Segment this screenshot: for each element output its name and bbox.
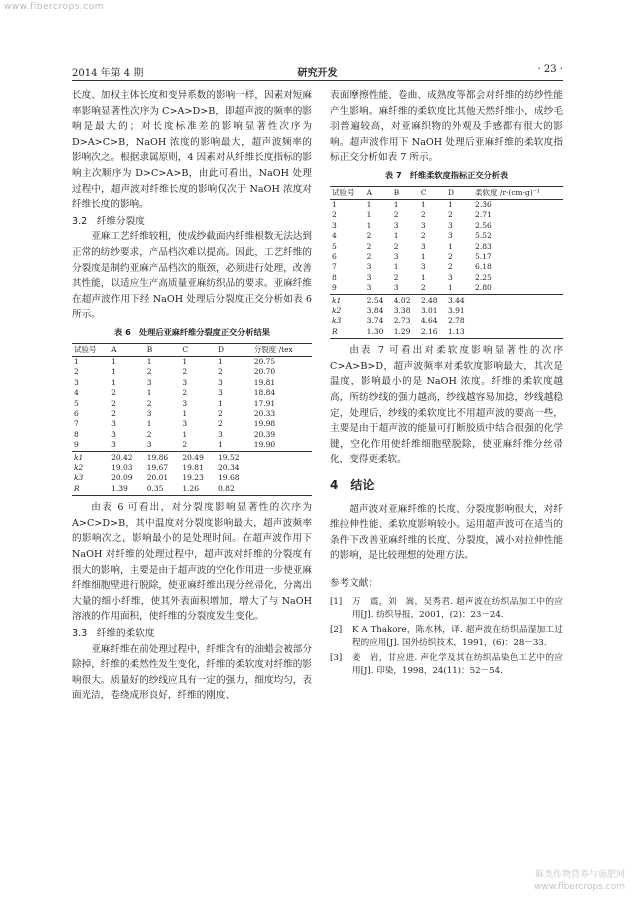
table-row <box>72 367 312 377</box>
table-cell: 20.34 <box>218 462 240 472</box>
table-row <box>330 221 563 231</box>
reference-item <box>330 652 563 678</box>
table-cell: 3 <box>146 377 152 387</box>
table-cell: k1 <box>330 294 365 306</box>
table-row <box>330 199 563 210</box>
table-cell: 2 <box>218 419 223 429</box>
table-cell: 3 <box>366 272 372 282</box>
watermark-bottom <box>534 869 625 893</box>
reference-text: K A Thakore，陈水林，译. 超声波在纺织品湿加工过程的应用[J]. 国外纺织技术，1991，(6)：28－33. <box>352 624 563 648</box>
reference-number: [3] <box>330 652 343 663</box>
table-cell: 2 <box>393 272 399 282</box>
table-cell: 2 <box>393 210 399 220</box>
table-cell: 1 <box>182 408 188 418</box>
table-cell: 19.52 <box>216 451 252 463</box>
table-cell: 2 <box>111 398 116 408</box>
table-cell: 2 <box>420 210 426 220</box>
table-cell: 2 <box>393 241 399 251</box>
table-cell: 2 <box>366 231 372 241</box>
table-cell <box>473 316 563 326</box>
table-cell: 2.16 <box>419 327 446 339</box>
table-cell: k2 <box>74 462 84 472</box>
table-cell: 19.81 <box>253 377 276 387</box>
table-cell: R <box>72 484 109 496</box>
table-cell: 3 <box>74 377 79 387</box>
table-cell: 1.39 <box>109 484 145 496</box>
table-cell: 2 <box>182 367 188 377</box>
table-cell: 3.84 <box>366 306 384 316</box>
table-cell: 0.35 <box>145 484 181 496</box>
table-cell: 1.29 <box>392 327 419 339</box>
table-cell: 2 <box>146 367 152 377</box>
table-cell <box>252 463 312 473</box>
table-cell <box>473 327 563 339</box>
table-cell: 1 <box>111 356 116 366</box>
table-cell: 0.82 <box>216 484 252 496</box>
table-cell: k3 <box>74 473 84 483</box>
table-cell: 2 <box>447 262 453 272</box>
reference-item <box>330 624 563 650</box>
table-header-cell: 分裂度 /tex <box>252 343 312 356</box>
table-cell: 2 <box>332 210 337 220</box>
table-cell: 20.49 <box>180 451 216 463</box>
table-cell: 19.86 <box>145 451 181 463</box>
table-cell: 1 <box>218 440 223 450</box>
table-cell: k1 <box>72 451 109 463</box>
left-column <box>72 88 312 704</box>
table-row <box>330 262 563 272</box>
table-cell: 2 <box>74 367 79 377</box>
table-cell: 1 <box>111 367 116 377</box>
table-cell: 4.02 <box>392 294 419 306</box>
table-cell: 5 <box>332 241 337 251</box>
table-cell: 3 <box>146 408 152 418</box>
table-cell: 18.84 <box>253 388 276 398</box>
table-cell: 1.30 <box>365 327 392 339</box>
table-row <box>72 378 312 388</box>
table-cell: 1 <box>218 356 223 366</box>
table-row <box>72 399 312 409</box>
table-cell: 19.67 <box>146 462 169 472</box>
table-header-cell: C <box>180 343 216 356</box>
table-cell: 1 <box>420 199 426 209</box>
table-cell: 2 <box>182 388 188 398</box>
table-cell: 2.73 <box>393 316 411 326</box>
table-cell: 2 <box>447 210 453 220</box>
paragraph: 超声波对亚麻纤维的长度、分裂度影响很大，对纤维拉伸性能、柔软度影响较小。运用超声波可在适当的条件下改善亚麻纤维的长度、分裂度，减小对拉伸性能的影响，是比较理想的处理方法。 <box>330 503 563 562</box>
table-header-cell: B <box>145 343 181 356</box>
table-cell: 9 <box>332 283 337 293</box>
table-cell: 19.03 <box>111 462 133 472</box>
table-cell: 20.39 <box>253 429 276 439</box>
table-header-cell: B <box>392 186 419 199</box>
table-header-row <box>330 186 563 199</box>
table-cell: 19.23 <box>182 473 204 483</box>
table-row <box>330 316 563 326</box>
table-header-row <box>72 343 312 356</box>
header-rule <box>72 80 563 81</box>
table-cell: 1 <box>366 210 372 220</box>
table-cell: 3 <box>420 220 426 230</box>
table-cell: 2 <box>420 283 426 293</box>
table-cell: 3 <box>366 262 372 272</box>
table-header-cell: A <box>109 343 145 356</box>
table-cell: 4.64 <box>420 316 438 326</box>
section-heading: 3.2 纤维分裂度 <box>72 215 145 227</box>
table-row <box>72 440 312 451</box>
table-cell: 6 <box>332 252 337 261</box>
right-column <box>330 88 563 680</box>
paragraph: 表面摩擦性能、卷曲、成熟度等都会对纤维的纺纱性能产生影响。麻纤维的柔软度比其他天然纤维小，成纱毛羽普遍较高，对亚麻织物的外观及手感都有很大的影响。超声波作用下 NaOH 处理后亚麻纤维的柔软度指标正交分析如表 7 所示。 <box>330 90 563 164</box>
table-row <box>72 419 312 429</box>
table-cell: 3 <box>332 220 337 230</box>
references-list <box>330 596 563 678</box>
table-cell: 1 <box>366 220 372 230</box>
table-cell: 3 <box>111 429 116 439</box>
table-cell: 2 <box>366 241 372 251</box>
table-cell: 20.42 <box>109 451 145 463</box>
table-cell: 3.38 <box>393 306 411 316</box>
table-caption: 表 7 纤维柔软度指标正交分析表 <box>384 169 509 180</box>
table-cell: 19.81 <box>182 462 204 472</box>
table-cell: 3 <box>393 252 399 261</box>
table-cell: 1 <box>447 241 453 251</box>
table-cell: 2 <box>447 252 453 261</box>
table-cell: 1 <box>332 199 337 209</box>
table-cell: 3.01 <box>420 306 438 316</box>
table-cell: 3 <box>393 283 399 293</box>
table-cell: 1.13 <box>446 327 473 339</box>
table-row <box>330 283 563 294</box>
watermark-line: 麻类作物营养与施肥网 <box>534 870 625 880</box>
table-cell: 3 <box>218 388 223 398</box>
reference-item <box>330 596 563 622</box>
table-cell: 20.75 <box>253 356 276 366</box>
table-cell: 20.70 <box>253 367 276 377</box>
table-cell: 1 <box>146 388 152 398</box>
reference-text: 万 震，刘 嵩，吴秀君. 超声波在纺织品加工中的应用[J]. 纺织导报，2001，(2)：23－24. <box>352 596 563 620</box>
table-cell: 20.09 <box>111 473 133 483</box>
table-cell: 2.48 <box>419 294 446 306</box>
table-row <box>330 242 563 252</box>
table-row <box>330 231 563 241</box>
table-cell: 3.91 <box>447 306 465 316</box>
table-cell: k2 <box>332 306 342 316</box>
table-cell <box>252 484 312 496</box>
table-cell: 1 <box>420 272 426 282</box>
table-row <box>330 273 563 283</box>
table-cell: 3 <box>218 429 223 439</box>
table-cell: 2 <box>111 408 116 418</box>
table-cell: 1.26 <box>180 484 216 496</box>
table-7 <box>330 186 563 340</box>
table-row <box>72 430 312 440</box>
table-row <box>72 473 312 483</box>
table-cell: 3 <box>366 283 372 293</box>
table-cell: 3 <box>111 419 116 429</box>
table-row <box>72 388 312 398</box>
table-header-cell: 试验号 <box>330 186 365 199</box>
table-cell: 17.91 <box>253 398 276 408</box>
table-header-cell: 试验号 <box>72 343 109 356</box>
table-cell: 2.54 <box>365 294 392 306</box>
table-cell: 20.33 <box>253 408 276 418</box>
table-row <box>330 294 563 306</box>
paragraph: 亚麻工艺纤维较粗，使成纱截面内纤维根数无法达到正常的纺纱要求，产品档次难以提高。因此，工艺纤维的分裂度是制约亚麻产品档次的瓶颈，必须进行处理，改善其性能，以适应生产高质量亚麻纺织品的要求。亚麻纤维在超声波作用下经 NaOH 处理后分裂度正交分析如表 6 所示。 <box>72 231 312 321</box>
table-cell: 3 <box>111 440 116 450</box>
table-cell: 8 <box>332 272 337 282</box>
table-cell: 3 <box>447 272 453 282</box>
table-cell: 19.68 <box>218 473 240 483</box>
table-cell: 4 <box>74 388 79 398</box>
reference-number: [2] <box>330 624 343 635</box>
table-cell: 5 <box>74 398 79 408</box>
table-cell: 19.90 <box>253 440 276 450</box>
table-cell <box>473 306 563 316</box>
table-cell: 1 <box>182 429 188 439</box>
table-cell: 2 <box>182 440 188 450</box>
table-cell: 2 <box>366 252 372 261</box>
table-cell: 1 <box>111 377 116 387</box>
table-cell: 1 <box>447 199 453 209</box>
table-cell <box>252 451 312 463</box>
table-cell: 4 <box>332 231 337 241</box>
table-cell: 3 <box>393 220 399 230</box>
table-header-cell: D <box>216 343 252 356</box>
table-cell: 8 <box>74 429 79 439</box>
table-cell: 3 <box>420 262 426 272</box>
table-cell: 3.74 <box>366 316 384 326</box>
page-number: · 23 · <box>537 64 563 75</box>
table-cell: 3 <box>182 398 188 408</box>
section-heading: 3.3 纤维的柔软度 <box>72 627 155 639</box>
table-cell: 2.71 <box>475 210 492 220</box>
table-cell: 2.36 <box>475 199 492 209</box>
table-row <box>72 484 312 496</box>
table-cell: 3 <box>447 231 453 241</box>
table-cell: 1 <box>182 356 188 366</box>
table-6 <box>72 343 312 497</box>
table-cell: 2 <box>218 367 223 377</box>
watermark-line: www.fibercrops.com <box>534 882 625 892</box>
table-cell: 6.18 <box>475 262 492 272</box>
table-header-cell: D <box>446 186 473 199</box>
table-cell: 1 <box>393 231 399 241</box>
table-cell: 2 <box>218 408 223 418</box>
table-cell: 9 <box>74 440 79 450</box>
table-row <box>72 409 312 419</box>
table-row <box>72 356 312 367</box>
table-cell: 1 <box>146 419 152 429</box>
table-row <box>330 327 563 339</box>
table-row <box>330 210 563 220</box>
table-cell: 7 <box>332 262 337 272</box>
table-row <box>330 252 563 262</box>
table-cell: 2 <box>111 388 116 398</box>
table-cell: 2.56 <box>475 220 492 230</box>
table-row <box>330 306 563 316</box>
page-header <box>72 64 563 78</box>
table-cell: 1 <box>420 252 426 261</box>
table-cell: 2 <box>146 398 152 408</box>
table-cell: R <box>330 327 365 339</box>
reference-text: 姜 岩，甘应进. 声化学及其在纺织品染色工艺中的应用[J]. 印染，1998，24(11)：52－54. <box>352 652 563 676</box>
table-cell: k3 <box>332 316 342 326</box>
table-cell: 6 <box>74 408 79 418</box>
table-cell: 3 <box>182 377 188 387</box>
table-header-cell: 柔软度 /r·(cm·g)⁻¹ <box>473 186 563 199</box>
paragraph: 由表 6 可看出，对分裂度影响显著性的次序为 A>C>D>B，其中温度对分裂度影响最大，超声波频率的影响次之，影响最小的是处理时间。在超声波作用下 NaOH 对纤维的处理过程中，超声波对纤维的分裂度有很大的影响，主要是由于超声波的空化作用进一步使亚麻纤维细胞壁进行脱除，使亚麻纤维出现分丝帚化，分离出大量的细小纤维，使其外表面积增加，增大了与 NaOH 溶液的作用面积，使纤维的分裂度发生变化。 <box>72 502 312 623</box>
table-cell: 1 <box>393 262 399 272</box>
table-cell <box>252 473 312 483</box>
table-cell: 2.83 <box>475 241 492 251</box>
table-cell: 3 <box>218 377 223 387</box>
table-cell: 7 <box>74 419 79 429</box>
table-cell: 3 <box>420 241 426 251</box>
table-row <box>72 463 312 473</box>
table-cell: 2 <box>146 429 152 439</box>
paragraph: 亚麻纤维在前处理过程中，纤维含有的油蜡会被部分除掉，纤维的柔然性发生变化，纤维的柔软度对纤维的影响很大。质量好的纱线应具有一定的强力，细度均匀，表面光洁，卷绕成形良好，纤维的刚度、 <box>72 643 312 702</box>
table-caption: 表 6 处理后亚麻纤维分裂度正交分析结果 <box>114 326 270 337</box>
issue-label: 2014 年第 4 期 <box>72 68 144 79</box>
reference-number: [1] <box>330 596 343 607</box>
section-heading: 4 结论 <box>330 478 375 492</box>
table-header-cell: A <box>365 186 392 199</box>
table-cell: 1 <box>447 283 453 293</box>
table-cell: 1 <box>393 199 399 209</box>
table-cell: 1 <box>146 356 152 366</box>
table-cell: 1 <box>366 199 372 209</box>
table-cell: 2.25 <box>475 272 492 282</box>
paragraph: 长度、加权主体长度和变异系数的影响一样，因素对短麻率影响显著性次序为 C>A>D>B，即超声波的频率的影响是最大的；对长度标准差的影响显著性次序为 D>A>C>B，NaOH 浓度的影响最大，超声波频率的影响次之。根据隶属原则，4 因素对从纤维长度指标的影响主次顺序为 D>C>A>B，由此可看出，NaOH 处理过程中，超声波对纤维长度的影响仅次于 NaOH 浓度对纤维长度的影响。 <box>72 90 312 211</box>
table-cell: 2 <box>420 231 426 241</box>
table-cell: 1 <box>74 356 79 366</box>
table-cell: 3 <box>182 419 188 429</box>
table-cell: 2.78 <box>447 316 465 326</box>
table-cell: 2.80 <box>475 283 492 293</box>
table-cell: 5.52 <box>475 231 492 241</box>
table-cell: 3 <box>447 220 453 230</box>
table-header-cell: C <box>419 186 446 199</box>
table-cell: 19.98 <box>253 419 276 429</box>
table-cell: 5.17 <box>475 252 492 261</box>
watermark-top: www.fibercrops.com <box>4 2 104 12</box>
table-cell: 3 <box>146 440 152 450</box>
table-cell: 1 <box>218 398 223 408</box>
section-title: 研究开发 <box>297 68 338 79</box>
table-cell <box>473 294 563 306</box>
table-row <box>72 451 312 463</box>
paragraph: 由表 7 可看出对柔软度影响显著性的次序 C>A>B>D，超声波频率对柔软度影响最大，其次是温度，影响最小的是 NaOH 浓度。纤维的柔软度越高，所纺纱线的强力越高，纱线越容易加捻，纱线越稳定，处理后，纱线的柔软度比不用超声波的要高一些，主要是由于超声波的能量可打断胶质中结合很强的化学键，空化作用使纤维细胞壁脱除，使亚麻纤维分丝帚化，变得更柔软。 <box>330 345 563 466</box>
table-cell: 3.44 <box>446 294 473 306</box>
references-title: 参考文献： <box>330 577 378 589</box>
table-cell: 20.01 <box>146 473 169 483</box>
